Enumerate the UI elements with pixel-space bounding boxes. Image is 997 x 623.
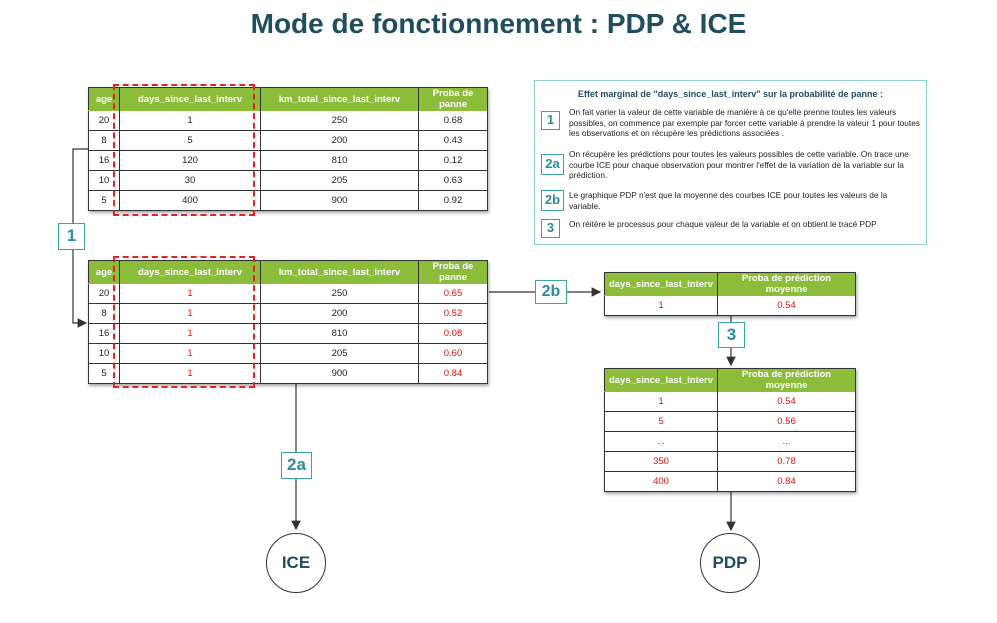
table-row: ... ... — [605, 432, 856, 452]
explanation-step-2b — [541, 190, 923, 214]
step-text: On fait varier la valeur de cette variable de manière à ce qu'elle prenne toutes les valeurs possibles, on commence par exemple par forcer cette variable à prendre la valeur 1 pour toutes les observations et on récupère les prédictions associées . — [569, 107, 920, 138]
badge-step2b: 2b — [535, 280, 567, 304]
table-row: 10 30 205 0.63 — [89, 171, 488, 191]
page-title: Mode de fonctionnement : PDP & ICE — [250, 8, 747, 39]
explanation-heading: Effet marginal de "days_since_last_interv" sur la probabilité de panne : — [577, 89, 884, 99]
col-header-mean-proba: Proba de prédiction moyenne — [718, 369, 856, 392]
table-row: 5 0.56 — [605, 412, 856, 432]
table-header-row — [605, 369, 856, 392]
table-row: 8 1 200 0.52 — [89, 304, 488, 324]
table-row: 5 400 900 0.92 — [89, 191, 488, 211]
explanation-step-2a — [541, 149, 923, 185]
pdp-node: PDP — [700, 533, 760, 593]
col-header-mean-proba: Proba de prédiction moyenne — [718, 273, 856, 296]
col-header-age: age — [89, 261, 120, 284]
table-row: 8 5 200 0.43 — [89, 131, 488, 151]
table-mean-single — [604, 272, 856, 316]
step-text: Le graphique PDP n'est que la moyenne des courbes ICE pour toutes les valeurs de la variable. — [569, 190, 888, 211]
table-row: 20 1 250 0.68 — [89, 111, 488, 131]
table-row: 1 0.54 — [605, 392, 856, 412]
table-pdp-values — [604, 368, 856, 492]
table-row: 20 1 250 0.65 — [89, 284, 488, 304]
col-header-days: days_since_last_interv — [605, 369, 718, 392]
step-badge: 1 — [541, 111, 560, 130]
table-header-row — [605, 273, 856, 296]
table-row: 400 0.84 — [605, 472, 856, 492]
step-badge: 3 — [541, 219, 560, 238]
col-header-km: km_total_since_last_interv — [261, 261, 419, 284]
table-row: 5 1 900 0.84 — [89, 364, 488, 384]
highlight-column-table1 — [113, 84, 255, 216]
badge-step1: 1 — [58, 223, 85, 250]
badge-step3: 3 — [718, 322, 745, 348]
step-text: On réitère le processus pour chaque valeur de la variable et on obtient le tracé PDP — [569, 219, 877, 229]
col-header-proba: Proba de panne — [419, 88, 488, 111]
table-row: 350 0.78 — [605, 452, 856, 472]
step-text: On récupère les prédictions pour toutes les valeurs possibles de cette variable. On trace une courbe ICE pour chaque observation pour montrer l'effet de la variation de la variable sur la prédiction. — [569, 149, 909, 180]
highlight-column-table2 — [113, 256, 255, 388]
step-badge: 2b — [541, 190, 564, 211]
ice-node: ICE — [266, 533, 326, 593]
explanation-step-3 — [541, 219, 923, 243]
table-row: 1 0.54 — [605, 296, 856, 316]
col-header-proba: Proba de panne — [419, 261, 488, 284]
table-row: 10 1 205 0.60 — [89, 344, 488, 364]
badge-step2a: 2a — [281, 452, 312, 479]
explanation-panel — [534, 80, 927, 245]
col-header-days: days_since_last_interv — [605, 273, 718, 296]
col-header-age: age — [89, 88, 120, 111]
table-row: 16 120 810 0.12 — [89, 151, 488, 171]
col-header-days: days_since_last_interv — [120, 88, 261, 111]
table-row: 16 1 810 0.08 — [89, 324, 488, 344]
col-header-km: km_total_since_last_interv — [261, 88, 419, 111]
explanation-step-1 — [541, 107, 923, 143]
step-badge: 2a — [541, 154, 564, 175]
col-header-days: days_since_last_interv — [120, 261, 261, 284]
